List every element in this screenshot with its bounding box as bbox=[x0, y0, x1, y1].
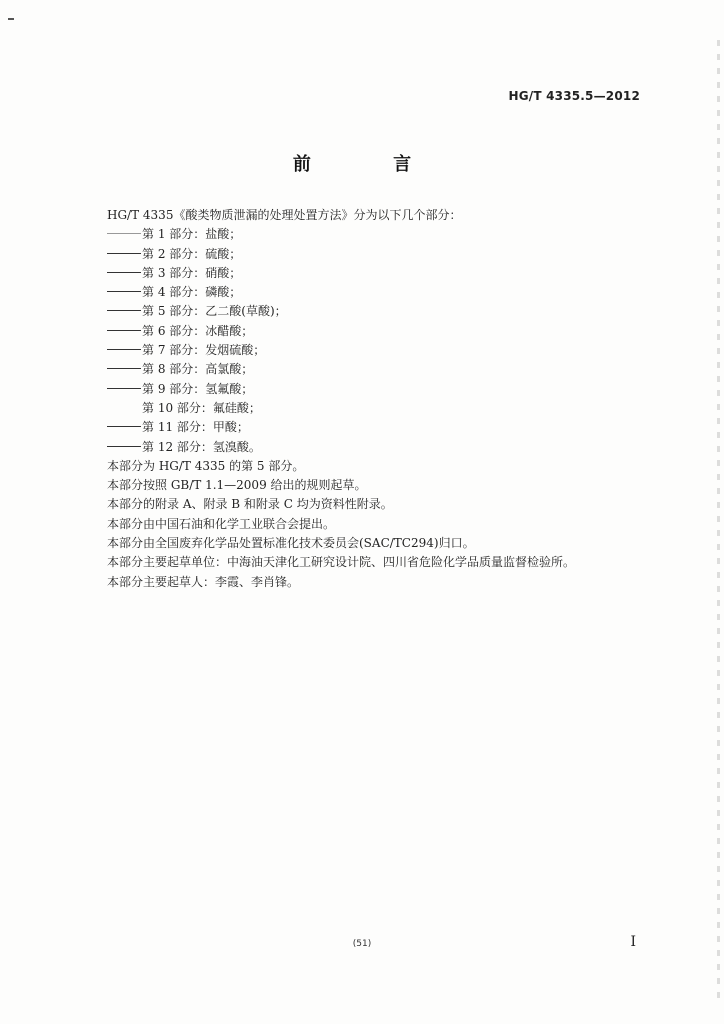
list-item-text: 第 4 部分：磷酸； bbox=[142, 285, 242, 300]
page-title: 前 言 bbox=[292, 154, 450, 175]
list-dash bbox=[107, 426, 141, 427]
list-item bbox=[107, 245, 647, 264]
list-dash bbox=[107, 368, 141, 369]
list-item-text: 第 3 部分：硝酸； bbox=[142, 265, 242, 280]
list-item-text: 第 1 部分：盐酸； bbox=[142, 227, 242, 242]
foreword-body bbox=[107, 206, 647, 592]
list-dash bbox=[107, 388, 141, 389]
scan-artifact bbox=[8, 18, 14, 20]
list-item bbox=[107, 283, 647, 302]
list-item-text: 第 5 部分：乙二酸(草酸)； bbox=[142, 304, 287, 319]
paragraph-line: 本部分主要起草人：李霞、李肖锋。 bbox=[107, 574, 300, 589]
paragraph-line: 本部分的附录 A、附录 B 和附录 C 均为资料性附录。 bbox=[107, 497, 393, 512]
list-item bbox=[107, 399, 647, 418]
list-item bbox=[107, 225, 647, 244]
list-item-text: 第 11 部分：甲酸； bbox=[142, 420, 249, 435]
list-item-text: 第 10 部分：氟硅酸； bbox=[142, 400, 261, 415]
list-dash bbox=[107, 349, 141, 350]
list-dash bbox=[107, 291, 141, 292]
list-dash bbox=[107, 310, 141, 311]
list-item bbox=[107, 438, 647, 457]
list-item bbox=[107, 418, 647, 437]
list-item-text: 第 6 部分：冰醋酸； bbox=[142, 323, 254, 338]
roman-page-number: I bbox=[630, 934, 636, 950]
paragraph-line: 本部分由全国废弃化学品处置标准化技术委员会(SAC/TC294)归口。 bbox=[107, 536, 475, 551]
paragraph-line: 本部分由中国石油和化学工业联合会提出。 bbox=[107, 516, 336, 531]
list-item-text: 第 12 部分：氢溴酸。 bbox=[142, 439, 261, 454]
list-item bbox=[107, 341, 647, 360]
list-item bbox=[107, 264, 647, 283]
paragraph-line: 本部分主要起草单位：中海油天津化工研究设计院、四川省危险化学品质量监督检验所。 bbox=[107, 555, 576, 570]
scan-edge-artifact bbox=[717, 40, 720, 1000]
list-dash bbox=[107, 272, 141, 273]
list-item-text: 第 2 部分：硫酸； bbox=[142, 246, 242, 261]
list-dash bbox=[107, 253, 141, 254]
list-item bbox=[107, 360, 647, 379]
list-item-text: 第 8 部分：高氯酸； bbox=[142, 362, 254, 377]
paragraph-line: 本部分按照 GB/T 1.1—2009 给出的规则起草。 bbox=[107, 478, 367, 493]
list-item bbox=[107, 380, 647, 399]
page-number: (51) bbox=[352, 939, 372, 949]
list-item bbox=[107, 322, 647, 341]
list-dash bbox=[107, 330, 141, 331]
paragraph-line: 本部分为 HG/T 4335 的第 5 部分。 bbox=[107, 458, 305, 473]
list-dash bbox=[107, 407, 141, 408]
list-dash bbox=[107, 233, 141, 234]
list-item-text: 第 7 部分：发烟硫酸； bbox=[142, 343, 266, 358]
list-item-text: 第 9 部分：氢氟酸； bbox=[142, 381, 254, 396]
list-item bbox=[107, 302, 647, 321]
list-dash bbox=[107, 446, 141, 447]
standard-code: HG/T 4335.5—2012 bbox=[508, 89, 640, 103]
intro-line: HG/T 4335《酸类物质泄漏的处理处置方法》分为以下几个部分： bbox=[107, 208, 462, 222]
